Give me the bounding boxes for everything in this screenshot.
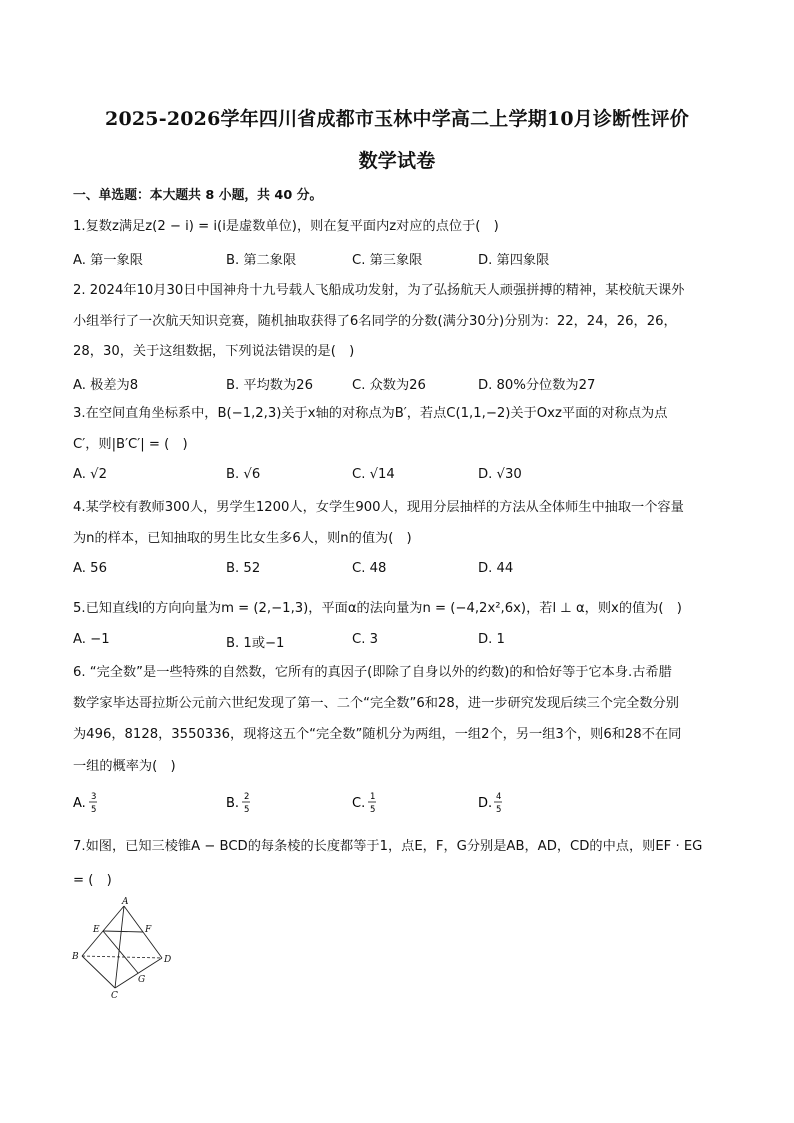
q6-option-a-numerator: 3 xyxy=(91,792,97,802)
q6-option-c-numerator: 1 xyxy=(370,792,376,802)
q6-option-b-numerator: 2 xyxy=(244,792,250,802)
q6-option-d-numerator: 4 xyxy=(496,792,502,802)
q6-line-1: 6. “完全数”是一些特殊的自然数，它所有的真因子(即除了自身以外的约数)的和恰好等于它本身.古希腊 xyxy=(73,665,672,680)
q1-option-a: A. 第一象限 xyxy=(73,253,143,268)
q6-options xyxy=(0,788,794,822)
q5-option-d: D. 1 xyxy=(478,632,505,647)
label-f: F xyxy=(145,925,152,935)
q6-option-b-letter: B. xyxy=(226,796,240,811)
q6-line-2: 数学家毕达哥拉斯公元前六世纪发现了第一、二个“完全数”6和28，进一步研究发现后续三个完全数分别 xyxy=(73,696,679,711)
q1-option-c: C. 第三象限 xyxy=(352,253,423,268)
q3-option-c: C. √14 xyxy=(352,467,395,482)
q2-line-3: 28，30，关于这组数据，下列说法错误的是( ) xyxy=(73,344,355,359)
q2-option-c: C. 众数为26 xyxy=(352,378,426,393)
q5-stem: 5.已知直线l的方向向量为m = (2,−1,3)，平面α的法向量为n = (−4,2x²,6x)，若l ⊥ α，则x的值为( ) xyxy=(73,601,682,616)
q4-option-a: A. 56 xyxy=(73,561,107,576)
label-d: D xyxy=(164,955,172,965)
label-e: E xyxy=(93,925,100,935)
page-title: 2025-2026学年四川省成都市玉林中学高二上学期10月诊断性评价 xyxy=(105,108,689,130)
q5-option-a: A. −1 xyxy=(73,632,110,647)
q4-line-1: 4.某学校有教师300人，男学生1200人，女学生900人，现用分层抽样的方法从全体师生中抽取一个容量 xyxy=(73,500,684,515)
label-g: G xyxy=(138,975,146,985)
section-heading: 一、单选题：本大题共 8 小题，共 40 分。 xyxy=(73,188,323,203)
q6-line-3: 为496，8128，3550336，现将这五个“完全数”随机分为两组，一组2个，另一组3个，则6和28不在同 xyxy=(73,727,682,742)
q1-option-b: B. 第二象限 xyxy=(226,253,297,268)
edge-bc xyxy=(82,956,115,988)
q5-option-b: B. 1或−1 xyxy=(226,636,285,651)
q6-option-b xyxy=(226,792,250,815)
q6-option-d-denominator: 5 xyxy=(496,805,502,815)
q6-option-d-letter: D. xyxy=(478,796,493,811)
q7-line-1: 7.如图，已知三棱锥A − BCD的每条棱的长度都等于1，点E，F，G分别是AB，AD，CD的中点，则EF · EG xyxy=(73,839,703,854)
q3-option-b: B. √6 xyxy=(226,467,261,482)
q1-option-d: D. 第四象限 xyxy=(478,253,550,268)
q2-option-d: D. 80%分位数为27 xyxy=(478,378,596,393)
q6-option-a-letter: A. xyxy=(73,796,86,811)
q2-line-1: 2. 2024年10月30日中国神舟十九号载人飞船成功发射，为了弘扬航天人顽强拼搏的精神，某校航天课外 xyxy=(73,283,685,298)
q6-option-c-letter: C. xyxy=(352,796,366,811)
q6-option-c-denominator: 5 xyxy=(370,805,376,815)
edge-bd-hidden xyxy=(82,956,162,958)
q2-line-2: 小组举行了一次航天知识竞赛，随机抽取获得了6名同学的分数(满分30分)分别为：22，24，26，26， xyxy=(73,314,677,329)
page-subtitle: 数学试卷 xyxy=(358,150,436,172)
segment-ef xyxy=(103,931,143,932)
q1-stem: 1.复数z满足z(2 − i) = i(i是虚数单位)，则在复平面内z对应的点位于( ) xyxy=(73,219,499,234)
q4-line-2: 为n的样本，已知抽取的男生比女生多6人，则n的值为( ) xyxy=(73,531,412,546)
q2-option-b: B. 平均数为26 xyxy=(226,378,313,393)
q4-option-c: C. 48 xyxy=(352,561,387,576)
label-a: A xyxy=(122,897,129,907)
q4-option-d: D. 44 xyxy=(478,561,514,576)
q3-line-2: C′，则|B′C′| = ( ) xyxy=(73,437,188,452)
q5-option-c: C. 3 xyxy=(352,632,378,647)
q3-option-a: A. √2 xyxy=(73,467,107,482)
q6-option-b-denominator: 5 xyxy=(244,805,250,815)
q6-option-c xyxy=(352,792,376,815)
q6-option-a-denominator: 5 xyxy=(91,805,97,815)
q4-option-b: B. 52 xyxy=(226,561,261,576)
q6-option-d xyxy=(478,792,502,815)
tetrahedron-figure xyxy=(68,896,180,1000)
q7-line-2: = ( ) xyxy=(73,873,112,888)
label-c: C xyxy=(111,991,118,1000)
q3-option-d: D. √30 xyxy=(478,467,522,482)
q3-line-1: 3.在空间直角坐标系中，B(−1,2,3)关于x轴的对称点为B′，若点C(1,1,−2)关于Oxz平面的对称点为点 xyxy=(73,406,668,421)
label-b: B xyxy=(72,952,79,962)
q2-option-a: A. 极差为8 xyxy=(73,378,139,393)
q6-option-a xyxy=(73,792,97,815)
q6-line-4: 一组的概率为( ) xyxy=(73,759,176,774)
